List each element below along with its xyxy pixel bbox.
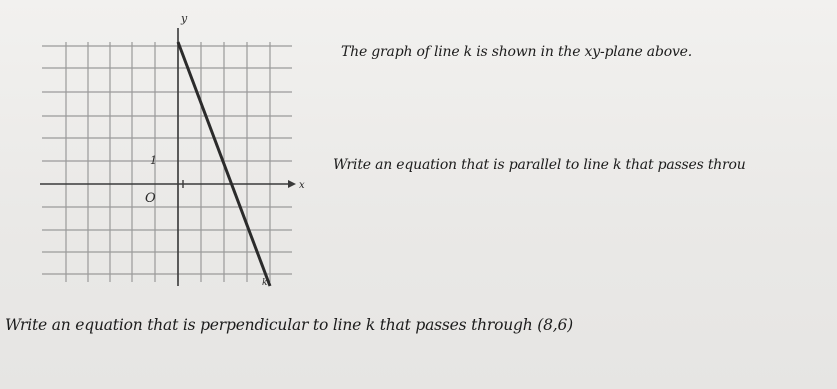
origin-label: O: [145, 191, 156, 206]
x-axis-arrow-icon: [288, 180, 296, 188]
line-k-label: k: [262, 278, 268, 288]
tick-label-1: 1: [150, 154, 157, 167]
y-axis-label: y: [181, 12, 188, 25]
x-axis-label: x: [299, 180, 305, 191]
question-graph-description: The graph of line k is shown in the xy-plane above.: [341, 44, 692, 60]
question-parallel-line: Write an equation that is parallel to line k that passes throu: [333, 157, 746, 173]
question-perpendicular-line: Write an equation that is perpendicular to line k that passes through (8,6): [5, 316, 573, 334]
coordinate-graph: [0, 0, 310, 300]
